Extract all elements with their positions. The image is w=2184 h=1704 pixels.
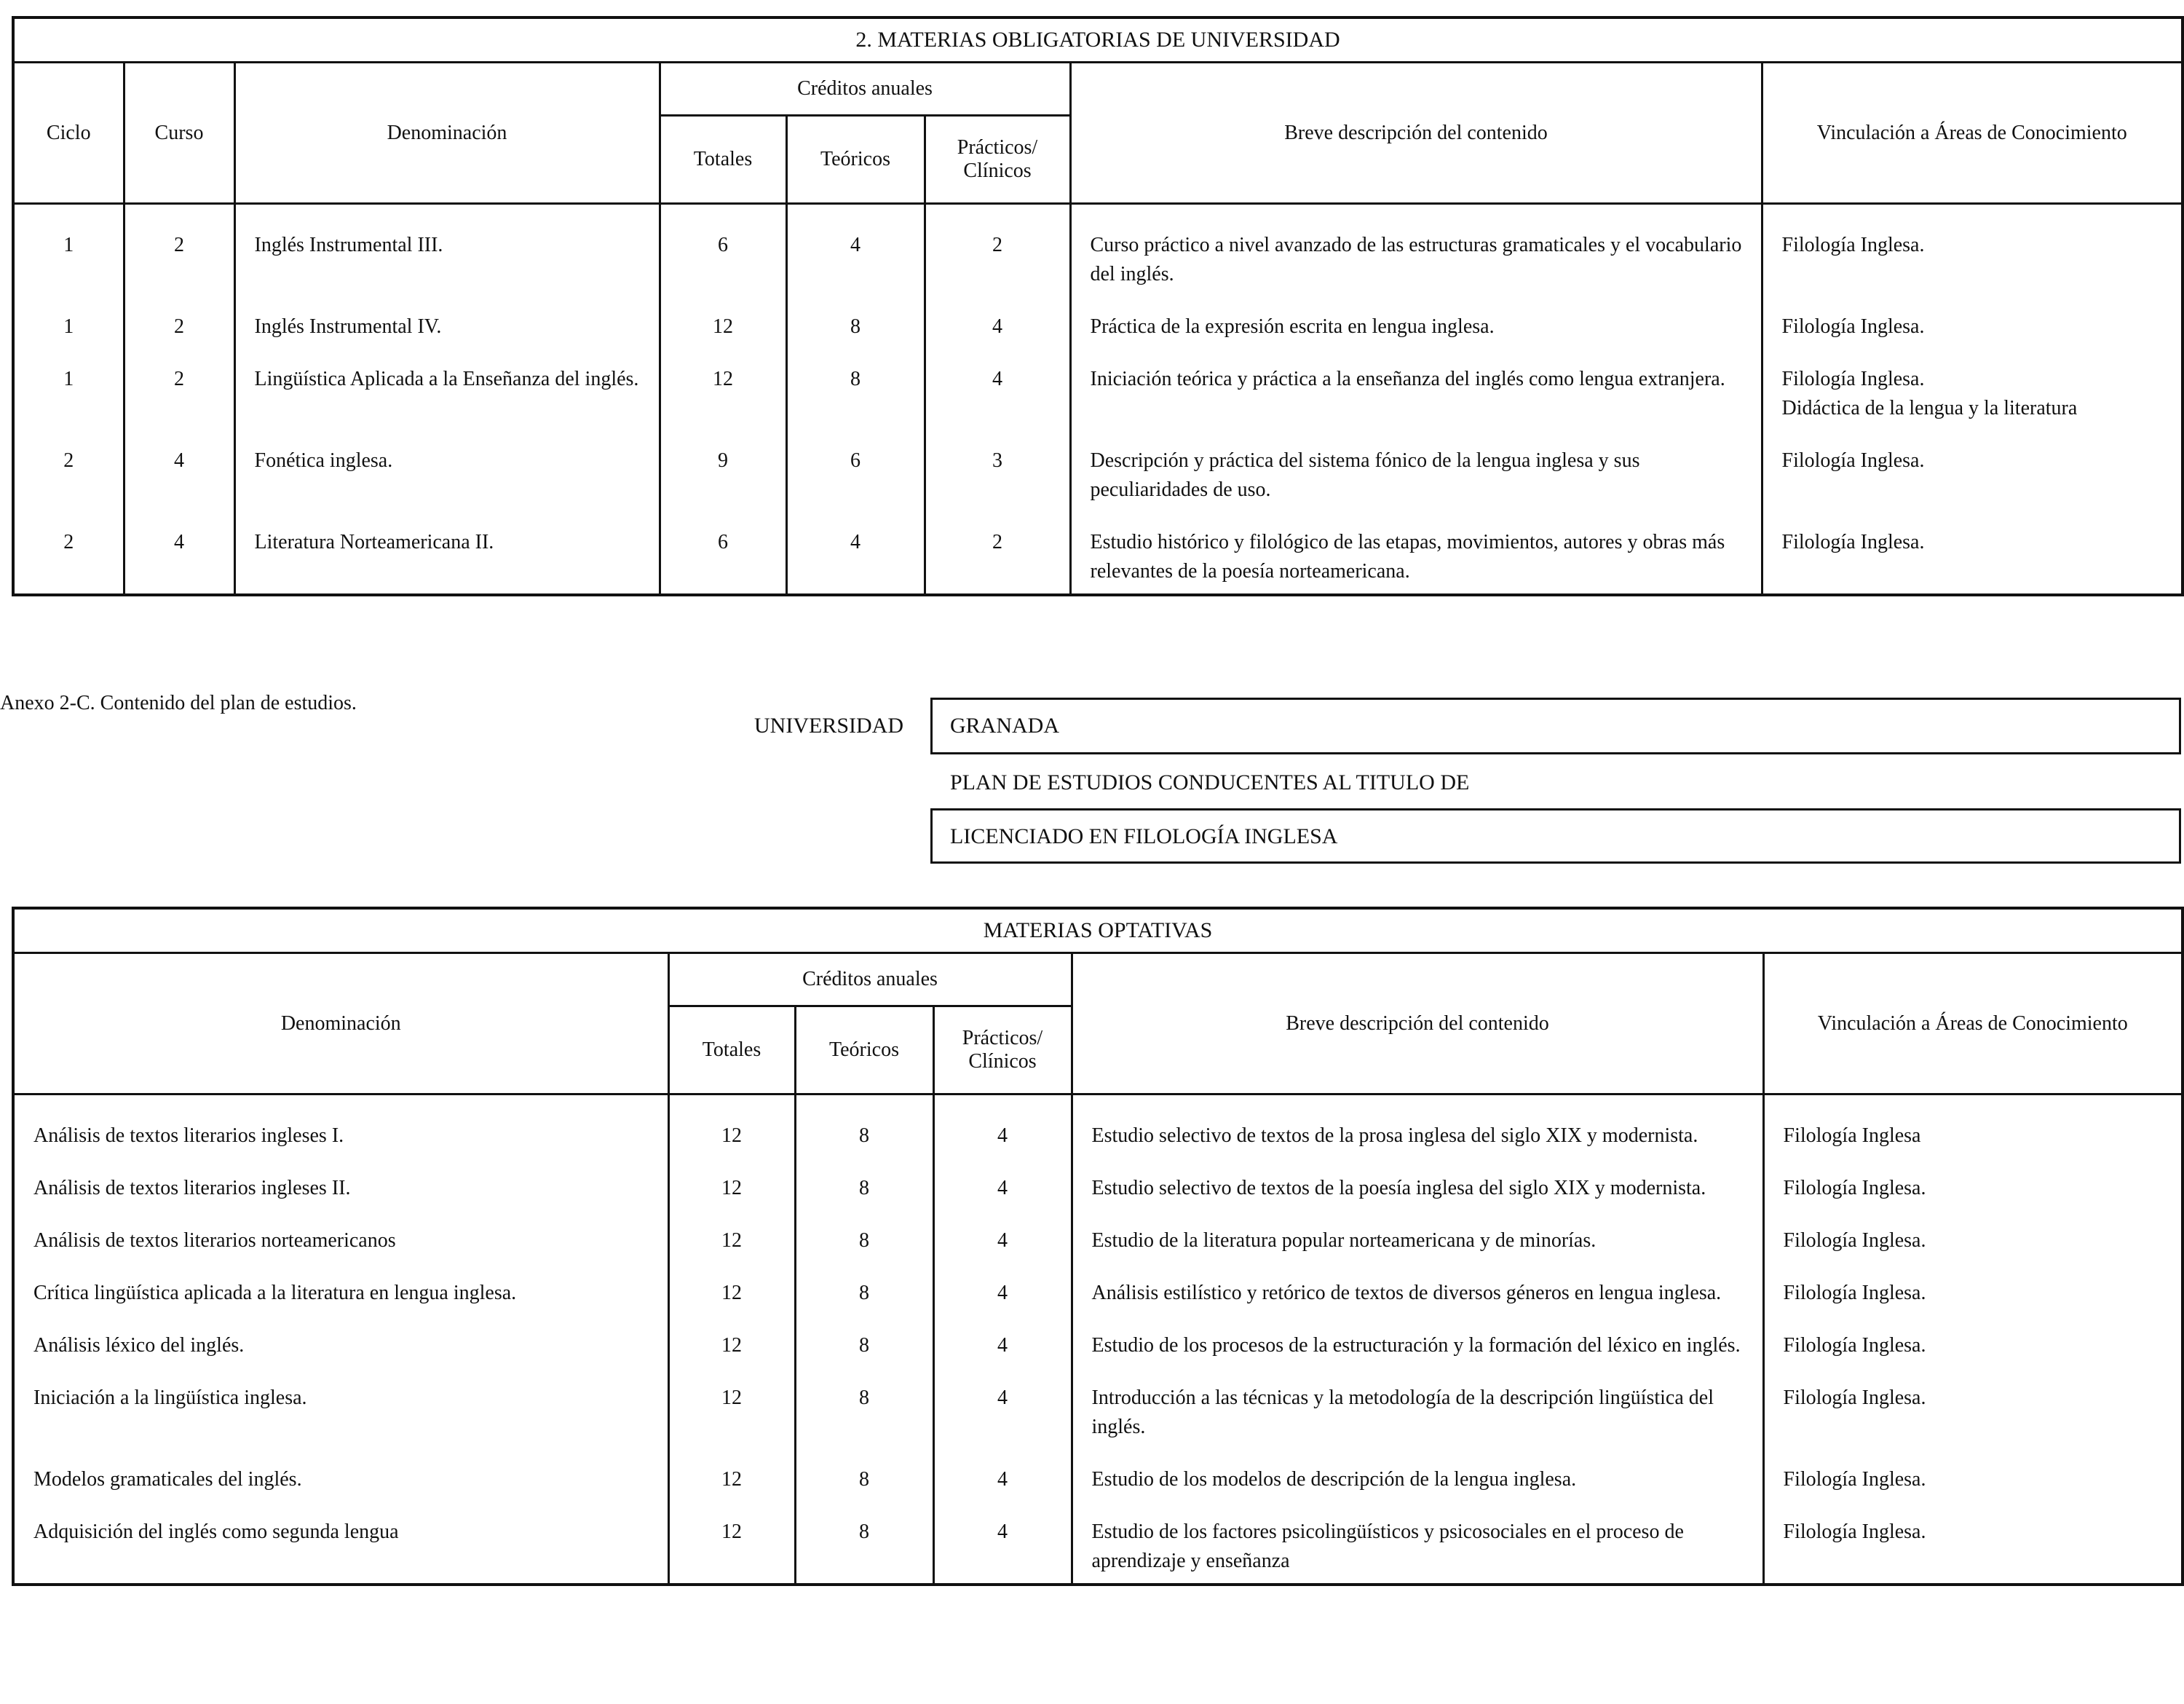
plan-label: PLAN DE ESTUDIOS CONDUCENTES AL TITULO DE	[950, 770, 1470, 794]
table-row	[13, 1507, 2183, 1585]
denominacion-cell: Iniciación a la lingüística inglesa.	[13, 1373, 668, 1455]
titulo-box: LICENCIADO EN FILOLOGÍA INGLESA	[930, 808, 2181, 864]
practicos-cell: 4	[933, 1269, 1072, 1321]
table-row	[13, 1321, 2183, 1373]
practicos-cell: 4	[933, 1216, 1072, 1269]
totales-cell: 12	[660, 302, 786, 355]
table-row	[13, 1216, 2183, 1269]
header-vinculacion: Vinculación a Áreas de Conocimiento	[1762, 63, 2183, 204]
universidad-label: UNIVERSIDAD	[754, 714, 903, 738]
teoricos-cell: 8	[795, 1164, 933, 1216]
denominacion-cell: Análisis de textos literarios norteamericanos	[13, 1216, 668, 1269]
curso-cell: 4	[124, 436, 234, 518]
descripcion-cell: Estudio histórico y filológico de las etapas, movimientos, autores y obras más relevantes de la poesía norteamericana.	[1070, 518, 1762, 595]
table-row	[13, 302, 2183, 355]
practicos-cell: 4	[933, 1321, 1072, 1373]
header-denominacion: Denominación	[234, 63, 660, 204]
teoricos-cell: 8	[795, 1507, 933, 1585]
ciclo-cell: 1	[13, 204, 124, 303]
vinculacion-area: Filología Inglesa.	[1781, 315, 1925, 338]
totales-cell: 12	[668, 1507, 795, 1585]
practicos-cell: 4	[925, 302, 1070, 355]
curso-cell: 2	[124, 204, 234, 303]
practicos-cell: 2	[925, 204, 1070, 303]
table-row	[13, 355, 2183, 436]
header-practicos: Prácticos/ Clínicos	[933, 1006, 1072, 1094]
optativas-table	[12, 907, 2184, 1586]
header-practicos: Prácticos/ Clínicos	[925, 116, 1070, 204]
curso-cell: 2	[124, 355, 234, 436]
ciclo-cell: 2	[13, 436, 124, 518]
header-ciclo: Ciclo	[13, 63, 124, 204]
teoricos-cell: 4	[786, 518, 925, 595]
denominacion-cell: Análisis léxico del inglés.	[13, 1321, 668, 1373]
header-curso: Curso	[124, 63, 234, 204]
teoricos-cell: 8	[786, 302, 925, 355]
table-row	[13, 1164, 2183, 1216]
denominacion-cell: Adquisición del inglés como segunda lengua	[13, 1507, 668, 1585]
vinculacion-cell	[1762, 355, 2183, 436]
descripcion-cell: Estudio de los procesos de la estructuración y la formación del léxico en inglés.	[1072, 1321, 1763, 1373]
denominacion-cell: Análisis de textos literarios ingleses II.	[13, 1164, 668, 1216]
practicos-cell: 4	[925, 355, 1070, 436]
curso-cell: 4	[124, 518, 234, 595]
vinculacion-cell: Filología Inglesa.	[1763, 1455, 2183, 1507]
practicos-cell: 2	[925, 518, 1070, 595]
teoricos-cell: 8	[795, 1216, 933, 1269]
universidad-box: GRANADA	[930, 698, 2181, 754]
header-teoricos: Teóricos	[786, 116, 925, 204]
vinculacion-area: Filología Inglesa.	[1781, 531, 1925, 553]
table-row	[13, 1269, 2183, 1321]
practicos-cell: 4	[933, 1164, 1072, 1216]
descripcion-cell: Descripción y práctica del sistema fónico de la lengua inglesa y sus peculiaridades de uso.	[1070, 436, 1762, 518]
teoricos-cell: 4	[786, 204, 925, 303]
table-title: MATERIAS OPTATIVAS	[13, 908, 2183, 953]
vinculacion-cell: Filología Inglesa.	[1763, 1216, 2183, 1269]
totales-cell: 12	[668, 1321, 795, 1373]
practicos-cell: 4	[933, 1094, 1072, 1164]
anexo-label: Anexo 2-C. Contenido del plan de estudios.	[0, 692, 357, 714]
vinculacion-cell: Filología Inglesa.	[1763, 1164, 2183, 1216]
practicos-cell: 4	[933, 1507, 1072, 1585]
practicos-cell: 4	[933, 1373, 1072, 1455]
vinculacion-area: Filología Inglesa.	[1781, 234, 1925, 256]
header-vinculacion: Vinculación a Áreas de Conocimiento	[1763, 953, 2183, 1094]
totales-cell: 6	[660, 518, 786, 595]
vinculacion-cell	[1762, 436, 2183, 518]
totales-cell: 12	[668, 1269, 795, 1321]
totales-cell: 12	[668, 1455, 795, 1507]
obligatorias-table	[12, 16, 2184, 596]
header-totales: Totales	[660, 116, 786, 204]
header-creditos: Créditos anuales	[660, 63, 1070, 116]
table-row	[13, 1094, 2183, 1164]
vinculacion-area: Filología Inglesa.	[1781, 449, 1925, 472]
optativas-body	[13, 1094, 2183, 1585]
denominacion-cell: Inglés Instrumental IV.	[234, 302, 660, 355]
table-row	[13, 204, 2183, 303]
ciclo-cell: 1	[13, 302, 124, 355]
vinculacion-cell: Filología Inglesa.	[1763, 1321, 2183, 1373]
header-creditos: Créditos anuales	[668, 953, 1072, 1006]
vinculacion-cell	[1762, 518, 2183, 595]
table-row	[13, 436, 2183, 518]
curso-cell: 2	[124, 302, 234, 355]
descripcion-cell: Práctica de la expresión escrita en lengua inglesa.	[1070, 302, 1762, 355]
header-descripcion: Breve descripción del contenido	[1072, 953, 1763, 1094]
descripcion-cell: Estudio selectivo de textos de la prosa inglesa del siglo XIX y modernista.	[1072, 1094, 1763, 1164]
descripcion-cell: Análisis estilístico y retórico de textos de diversos géneros en lengua inglesa.	[1072, 1269, 1763, 1321]
ciclo-cell: 1	[13, 355, 124, 436]
denominacion-cell: Lingüística Aplicada a la Enseñanza del inglés.	[234, 355, 660, 436]
vinculacion-cell: Filología Inglesa.	[1763, 1269, 2183, 1321]
totales-cell: 12	[660, 355, 786, 436]
totales-cell: 9	[660, 436, 786, 518]
descripcion-cell: Iniciación teórica y práctica a la enseñanza del inglés como lengua extranjera.	[1070, 355, 1762, 436]
vinculacion-cell: Filología Inglesa	[1763, 1094, 2183, 1164]
table-row	[13, 1373, 2183, 1455]
descripcion-cell: Curso práctico a nivel avanzado de las estructuras gramaticales y el vocabulario del inglés.	[1070, 204, 1762, 303]
denominacion-cell: Análisis de textos literarios ingleses I.	[13, 1094, 668, 1164]
totales-cell: 12	[668, 1373, 795, 1455]
vinculacion-area: Filología Inglesa.	[1781, 368, 1925, 390]
denominacion-cell: Inglés Instrumental III.	[234, 204, 660, 303]
header-descripcion: Breve descripción del contenido	[1070, 63, 1762, 204]
totales-cell: 6	[660, 204, 786, 303]
table-title: 2. MATERIAS OBLIGATORIAS DE UNIVERSIDAD	[13, 17, 2183, 63]
vinculacion-cell: Filología Inglesa.	[1763, 1507, 2183, 1585]
vinculacion-cell	[1762, 204, 2183, 303]
teoricos-cell: 6	[786, 436, 925, 518]
teoricos-cell: 8	[795, 1269, 933, 1321]
denominacion-cell: Literatura Norteamericana II.	[234, 518, 660, 595]
descripcion-cell: Estudio selectivo de textos de la poesía inglesa del siglo XIX y modernista.	[1072, 1164, 1763, 1216]
teoricos-cell: 8	[795, 1321, 933, 1373]
teoricos-cell: 8	[786, 355, 925, 436]
table-row	[13, 1455, 2183, 1507]
vinculacion-area-secondary: Didáctica de la lengua y la literatura	[1781, 397, 2078, 419]
header-teoricos: Teóricos	[795, 1006, 933, 1094]
totales-cell: 12	[668, 1216, 795, 1269]
vinculacion-cell	[1762, 302, 2183, 355]
descripcion-cell: Estudio de la literatura popular norteamericana y de minorías.	[1072, 1216, 1763, 1269]
practicos-cell: 3	[925, 436, 1070, 518]
denominacion-cell: Fonética inglesa.	[234, 436, 660, 518]
denominacion-cell: Crítica lingüística aplicada a la literatura en lengua inglesa.	[13, 1269, 668, 1321]
denominacion-cell: Modelos gramaticales del inglés.	[13, 1455, 668, 1507]
ciclo-cell: 2	[13, 518, 124, 595]
totales-cell: 12	[668, 1094, 795, 1164]
totales-cell: 12	[668, 1164, 795, 1216]
obligatorias-body	[13, 204, 2183, 596]
table-row	[13, 518, 2183, 595]
teoricos-cell: 8	[795, 1373, 933, 1455]
teoricos-cell: 8	[795, 1455, 933, 1507]
descripcion-cell: Introducción a las técnicas y la metodología de la descripción lingüística del inglés.	[1072, 1373, 1763, 1455]
practicos-cell: 4	[933, 1455, 1072, 1507]
teoricos-cell: 8	[795, 1094, 933, 1164]
header-totales: Totales	[668, 1006, 795, 1094]
vinculacion-cell: Filología Inglesa.	[1763, 1373, 2183, 1455]
descripcion-cell: Estudio de los modelos de descripción de la lengua inglesa.	[1072, 1455, 1763, 1507]
header-denominacion: Denominación	[13, 953, 668, 1094]
descripcion-cell: Estudio de los factores psicolingüísticos y psicosociales en el proceso de aprendizaje y enseñanza	[1072, 1507, 1763, 1585]
